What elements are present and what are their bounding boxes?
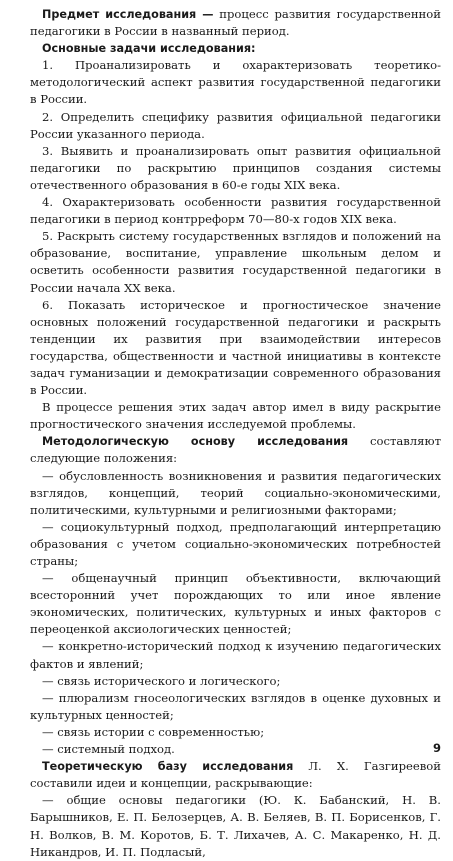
task-item-2: 2. Определить специфику развития официальной педагогики России указанного периода. (30, 109, 441, 141)
task-item-4: 4. Охарактеризовать особенности развития государственной педагогики в период контрреформ 70—80-х годов XIX века. (30, 195, 441, 227)
methodology-item-6: — плюрализм гносеологических взглядов в оценке духовных и культурных ценностей; (30, 690, 441, 722)
methodology-lead: Методологическую основу исследования (42, 435, 349, 449)
subject-lead: Предмет исследования — (42, 8, 214, 21)
paragraph-theory (30, 758, 441, 792)
tasks-heading: Основные задачи исследования: (42, 42, 256, 56)
theory-text: Л. Х. Газгиреевой составили идеи и концепции, раскрывающие: (30, 759, 441, 791)
subject-text: процесс развития государственной педагогики в России в названный период. (30, 7, 441, 39)
methodology-item-2: — социокультурный подход, предполагающий интерпретацию образования с учетом социально-экономических потребностей страны; (30, 519, 441, 568)
methodology-item-4: — конкретно-исторический подход к изучению педагогических фактов и явлений; (30, 639, 441, 671)
task-item-1: 1. Проанализировать и охарактеризовать теоретико-методологический аспект развития государственной педагогики в России. (30, 58, 441, 107)
page-body (30, 6, 441, 861)
task-item-5: 5. Раскрыть систему государственных взглядов и положений на образование, воспитание, управление школьным делом и осветить особенности развития государственной педагогики в России начала XX века. (30, 229, 441, 295)
methodology-item-7: — связь истории с современностью; (42, 724, 265, 739)
task-item-3: 3. Выявить и проанализировать опыт развития официальной педагогики по раскрытию принципов создания системы отечественного образования в 60-е годы XIX века. (30, 143, 441, 192)
page-number: 9 (432, 741, 441, 755)
methodology-item-8: — системный подход. (42, 742, 175, 757)
task-item-6: 6. Показать историческое и прогностическое значение основных положений государственной педагогики и раскрыть тенденции их развития при взаимодействии интересов государства, общественности и частной инициативы в контексте задач гуманизации и демократизации современного образования в России. (30, 297, 441, 398)
theory-item-1: — общие основы педагогики (Ю. К. Бабанский, Н. В. Барышников, Е. П. Белозерцев, А. В. Беляев, В. П. Борисенков, Г. Н. Волков, В. М. Коротов, Б. Т. Лихачев, А. С. Макаренко, Н. Д. Никандров, И. П. Подласый, (30, 793, 441, 859)
paragraph-methodology (30, 433, 441, 467)
methodology-item-3: — общенаучный принцип объективности, включающий всесторонний учет порождающих то или иное явление экономических, политических, культурных и иных факторов с переоценкой аксиологических ценностей; (30, 571, 441, 637)
methodology-item-5: — связь исторического и логического; (42, 673, 281, 688)
tasks-conclusion: В процессе решения этих задач автор имел в виду раскрытие прогностического значения исследуемой проблемы. (30, 400, 441, 432)
methodology-text: составляют следующие положения: (30, 434, 441, 466)
theory-lead: Теоретическую базу исследования (42, 760, 294, 774)
paragraph-subject (30, 6, 441, 40)
methodology-item-1: — обусловленность возникновения и развития педагогических взглядов, концепций, теорий социально-экономическими, политическими, культурными и религиозными факторами; (30, 468, 441, 517)
